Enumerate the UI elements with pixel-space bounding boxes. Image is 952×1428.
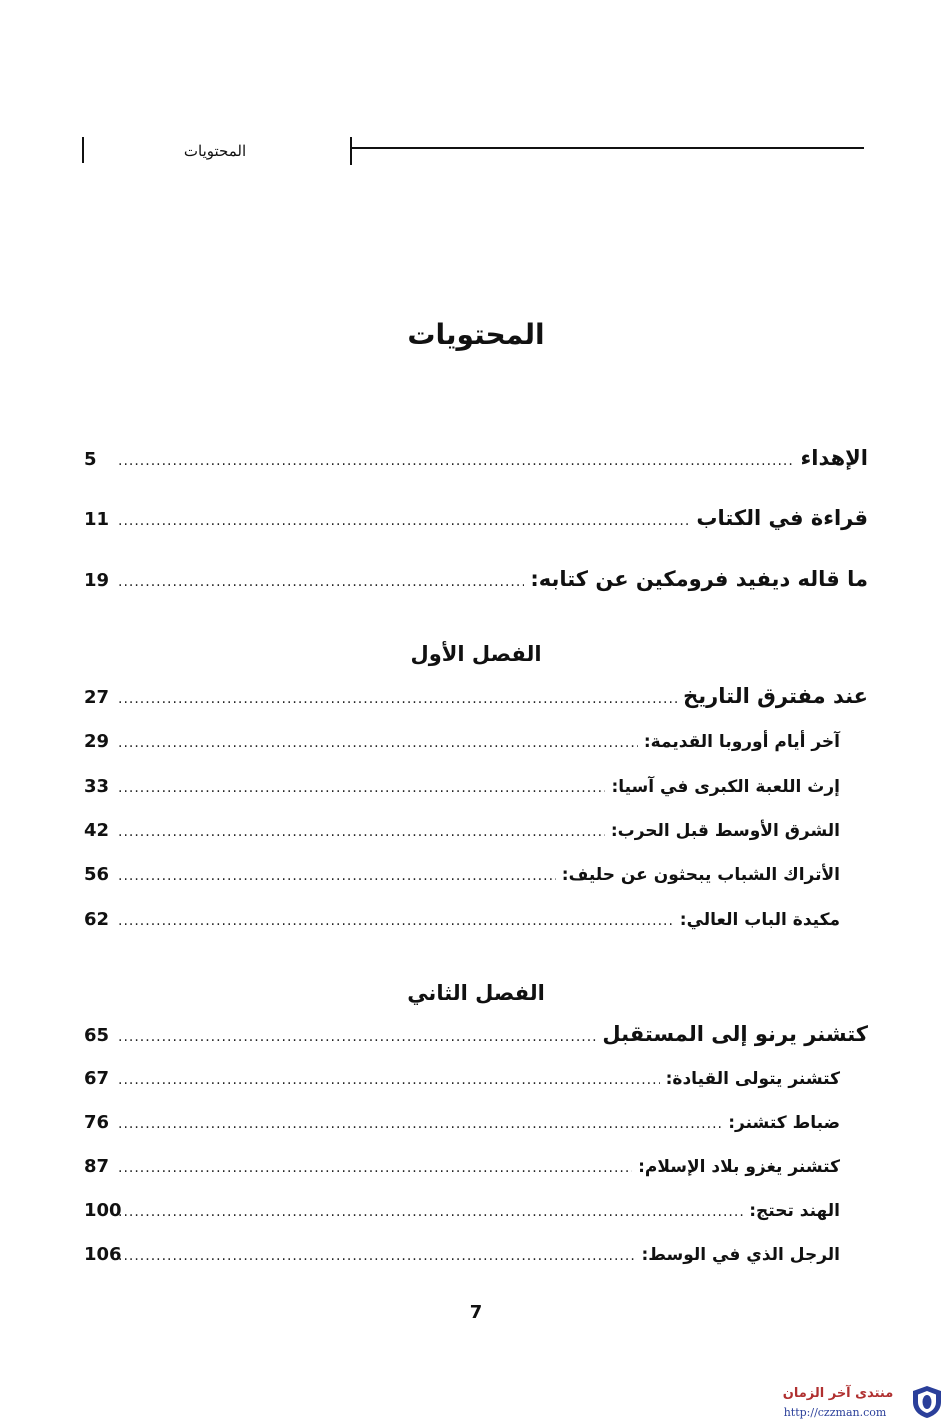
dot-leader <box>118 1248 636 1264</box>
header-rule-tick <box>350 137 352 165</box>
toc-entry-fromkin[interactable] <box>84 567 868 601</box>
toc-entry-title: مكيدة الباب العالي: <box>679 910 840 930</box>
toc-subentry[interactable] <box>84 1244 840 1278</box>
toc-entry-page: 33 <box>84 776 110 797</box>
toc-entry-page: 67 <box>84 1068 110 1089</box>
toc-entry-page: 106 <box>84 1244 122 1265</box>
toc-entry-page: 65 <box>84 1025 110 1046</box>
toc-subentry[interactable] <box>84 1200 840 1234</box>
chapter-heading-1: الفصل الأول <box>410 642 542 666</box>
toc-entry-page: 11 <box>84 509 110 530</box>
toc-entry-dedication[interactable] <box>84 446 868 480</box>
shield-icon <box>910 1384 944 1420</box>
dot-leader <box>118 1072 660 1088</box>
toc-entry-title: قراءة في الكتاب <box>696 506 868 530</box>
toc-subentry[interactable] <box>84 864 840 898</box>
toc-entry-chapter1-main[interactable] <box>84 684 868 718</box>
toc-entry-page: 5 <box>84 449 97 470</box>
toc-entry-reading[interactable] <box>84 506 868 540</box>
dot-leader <box>118 824 605 840</box>
dot-leader <box>118 1116 722 1132</box>
dot-leader <box>118 1160 632 1176</box>
toc-entry-title: كتشنر يغزو بلاد الإسلام: <box>638 1157 840 1177</box>
toc-entry-title: الرجل الذي في الوسط: <box>641 1245 840 1265</box>
dot-leader <box>118 735 638 751</box>
dot-leader <box>118 513 690 529</box>
toc-subentry[interactable] <box>84 776 840 810</box>
toc-entry-title: الأتراك الشباب يبحثون عن حليف: <box>561 865 840 885</box>
toc-entry-page: 42 <box>84 820 110 841</box>
dot-leader <box>118 913 674 929</box>
toc-subentry[interactable] <box>84 1068 840 1102</box>
toc-subentry[interactable] <box>84 1156 840 1190</box>
toc-entry-page: 29 <box>84 731 110 752</box>
chapter-heading-2: الفصل الثاني <box>407 981 545 1005</box>
dot-leader <box>118 1029 596 1045</box>
toc-entry-page: 19 <box>84 570 110 591</box>
toc-subentry[interactable] <box>84 909 840 943</box>
toc-entry-title: آخر أيام أوروبا القديمة: <box>643 732 840 752</box>
toc-entry-page: 87 <box>84 1156 110 1177</box>
toc-entry-title: الشرق الأوسط قبل الحرب: <box>610 821 840 841</box>
toc-entry-page: 56 <box>84 864 110 885</box>
page-title: المحتويات <box>407 318 545 351</box>
running-header-title: المحتويات <box>183 142 247 160</box>
toc-entry-title: الإهداء <box>800 446 868 470</box>
toc-entry-page: 76 <box>84 1112 110 1133</box>
dot-leader <box>118 691 677 707</box>
toc-entry-chapter2-main[interactable] <box>84 1022 868 1056</box>
watermark-site-name: منتدى آخر الزمان <box>782 1386 894 1401</box>
header-left-bar <box>82 137 84 163</box>
header-rule <box>350 147 864 149</box>
toc-entry-title: ما قاله ديفيد فرومكين عن كتابه: <box>530 567 868 591</box>
watermark-url[interactable]: http://czzman.com <box>783 1406 887 1419</box>
toc-entry-page: 27 <box>84 687 110 708</box>
page-number: 7 <box>469 1302 483 1323</box>
toc-entry-title: عند مفترق التاريخ <box>683 684 868 708</box>
dot-leader <box>118 780 605 796</box>
toc-entry-page: 100 <box>84 1200 122 1221</box>
toc-entry-title: إرث اللعبة الكبرى في آسيا: <box>611 777 840 797</box>
dot-leader <box>118 1204 743 1220</box>
toc-subentry[interactable] <box>84 731 840 765</box>
toc-entry-page: 62 <box>84 909 110 930</box>
dot-leader <box>118 453 795 469</box>
toc-entry-title: ضباط كتشنر: <box>728 1113 840 1133</box>
dot-leader <box>118 574 524 590</box>
toc-subentry[interactable] <box>84 1112 840 1146</box>
dot-leader <box>118 868 556 884</box>
toc-subentry[interactable] <box>84 820 840 854</box>
toc-entry-title: كتشنر يرنو إلى المستقبل <box>602 1022 868 1046</box>
toc-entry-title: الهند تحتج: <box>749 1201 840 1221</box>
toc-entry-title: كتشنر يتولى القيادة: <box>665 1069 840 1089</box>
